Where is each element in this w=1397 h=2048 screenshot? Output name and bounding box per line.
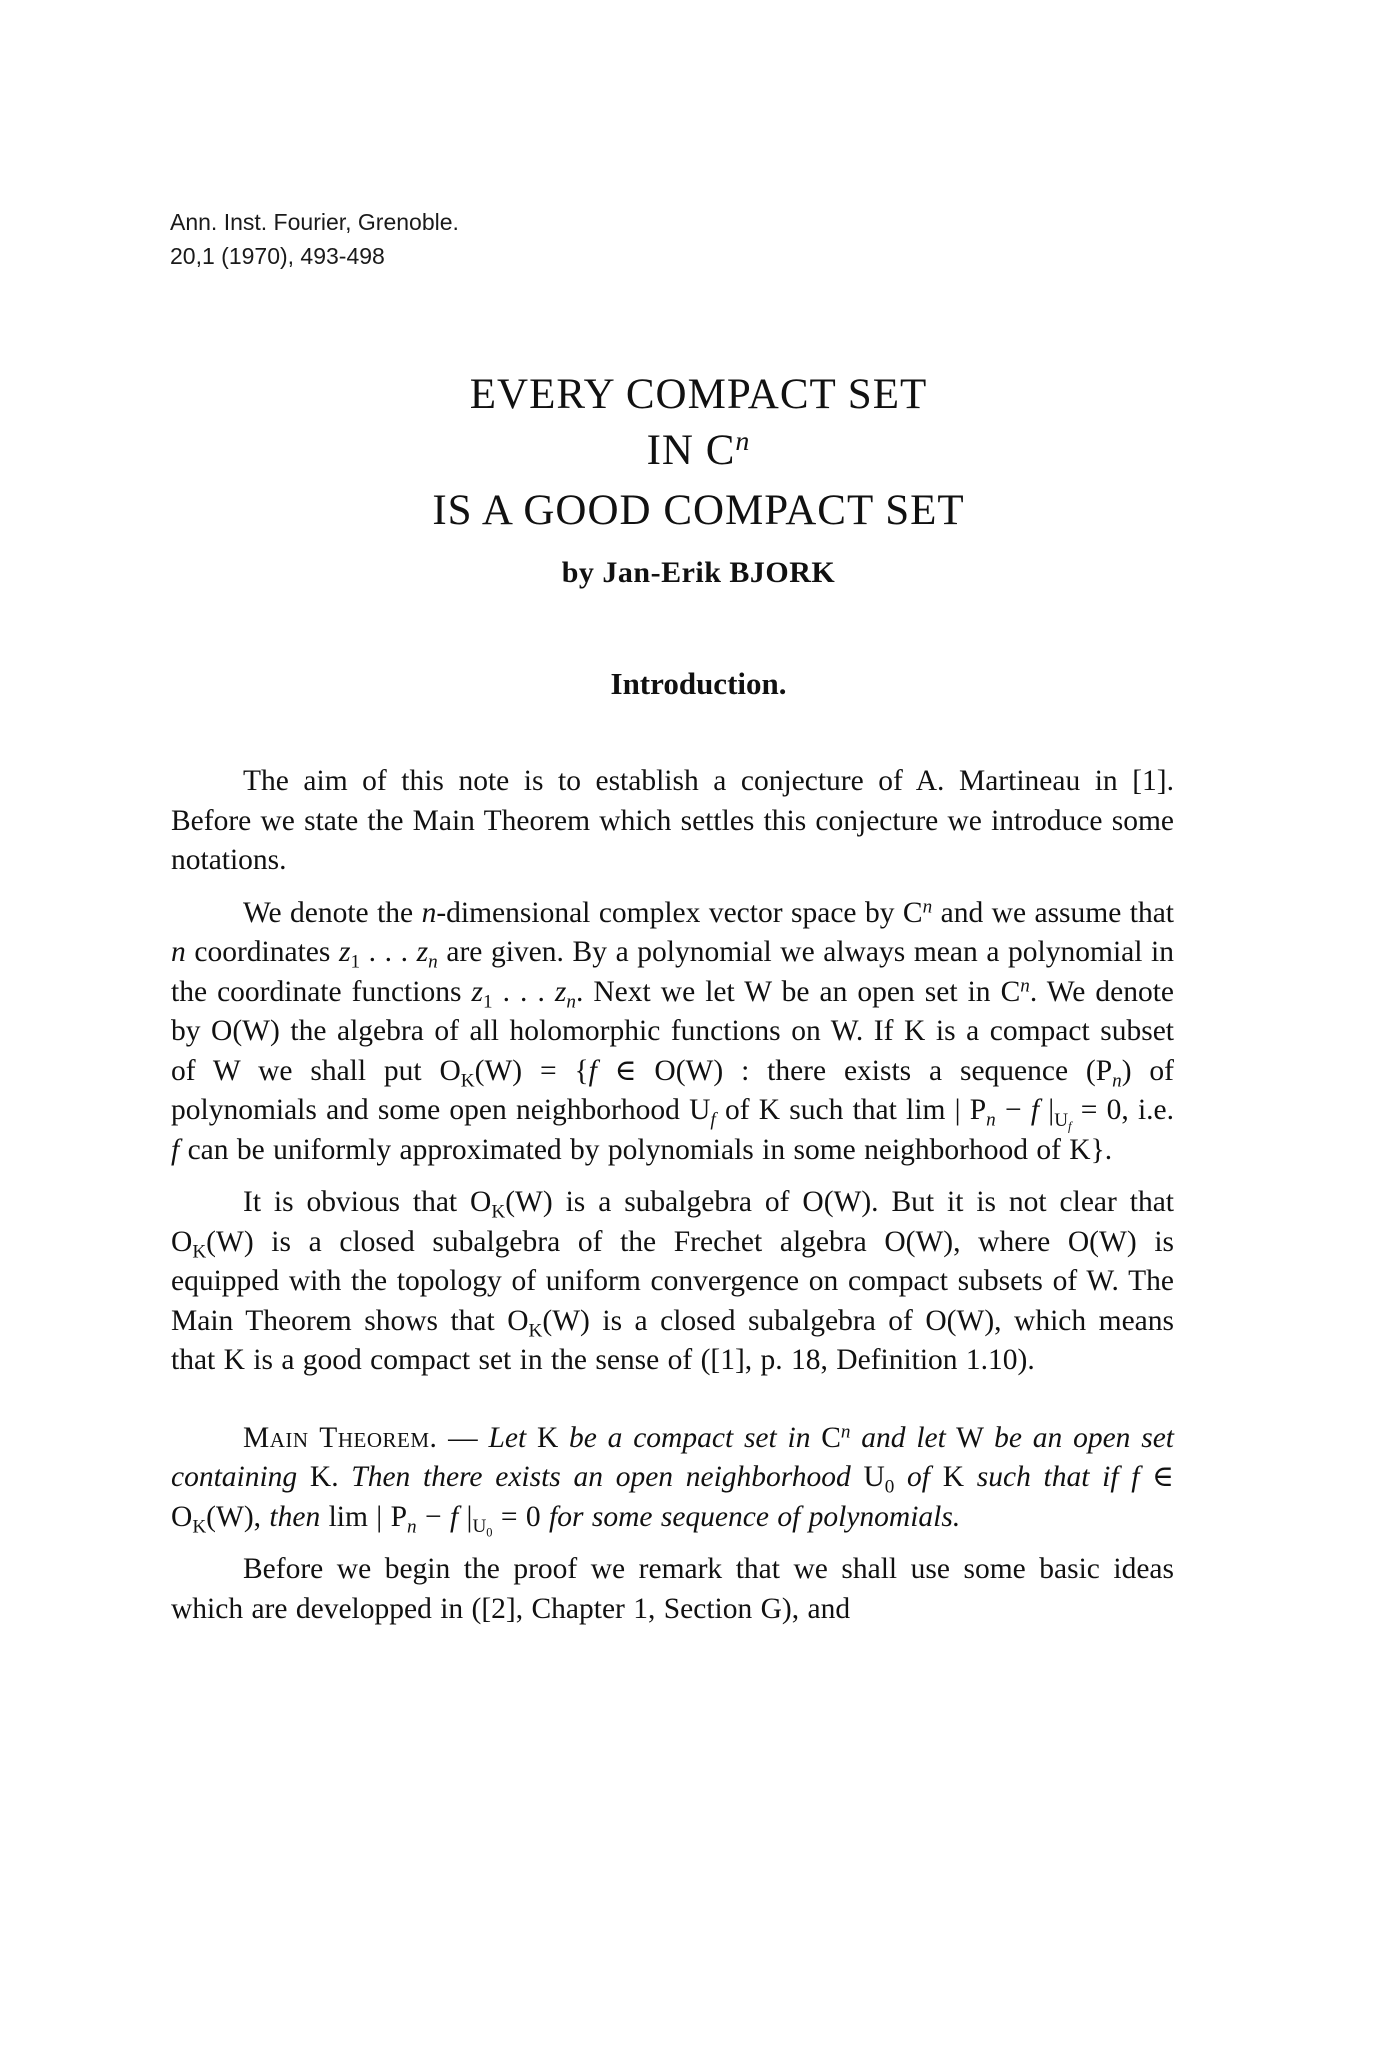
title-line-2: IN $C^n$ <box>646 426 751 474</box>
paragraph-1: The aim of this note is to establish a conjecture of A. Martineau in [1]. Before we state the Main Theorem which settles this conjecture we introduce some notations. <box>171 765 1174 876</box>
title-line-3: IS A GOOD COMPACT SET <box>432 487 965 534</box>
paragraph-3: It is obvious that $O_K(W)$ is a subalgebra of O(W). But it is not clear that $O_K(W)$ is a closed subalgebra of the Frechet algebra O(W), where O(W) is equipped with the topology of uniform convergence on compact subsets of W. The Main Theorem shows that $O_K(W)$ is a closed subalgebra of O(W), which means that K is a good compact set in the sense of ([1], p. 18, Definition 1.10). <box>171 1186 1174 1376</box>
theorem-label: Main Theorem. <box>243 1421 438 1454</box>
journal-header <box>170 205 459 273</box>
journal-name: Ann. Inst. Fourier, Grenoble. <box>170 209 459 235</box>
title-line-1: EVERY COMPACT SET <box>469 371 928 418</box>
author-line: by Jan-Erik BJORK <box>561 556 836 589</box>
paragraph-5: Before we begin the proof we remark that we shall use some basic ideas which are developped in ([2], Chapter 1, Section G), and <box>171 1553 1174 1625</box>
journal-citation: 20,1 (1970), 493-498 <box>170 243 385 269</box>
paragraph-2: We denote the n-dimensional complex vector space by $C^n$ and we assume that n coordinates $z_1$ . . . $z_n$ are given. By a polynomial we always mean a polynomial in the coordinate functions $z_1$ . . . $z_n$. Next we let W be an open set in $C^n$. We denote by O(W) the algebra of all holomorphic functions on W. If K is a compact subset of W we shall put $O_K(W) = \{f$ ∈ O(W) : there exists a sequence $(P_n)$ of polynomials and some open neighborhood $U_f$ of K such that lim | $P_n - f$ $|_{U_f} = 0$, i.e. f can be uniformly approximated by polynomials in some neighborhood of K}. <box>171 895 1175 1166</box>
section-heading: Introduction. <box>610 666 787 701</box>
body-text <box>171 762 1174 1642</box>
main-theorem: Main Theorem. — Let K be a compact set in $C^n$ and let W be an open set containing K. Then there exists an open neighborhood $U_0$ of K such that if f ∈ $O_K(W)$, then lim | $P_n - f$ $|_{U_0} = 0$ for some sequence of polynomials. <box>171 1420 1175 1540</box>
